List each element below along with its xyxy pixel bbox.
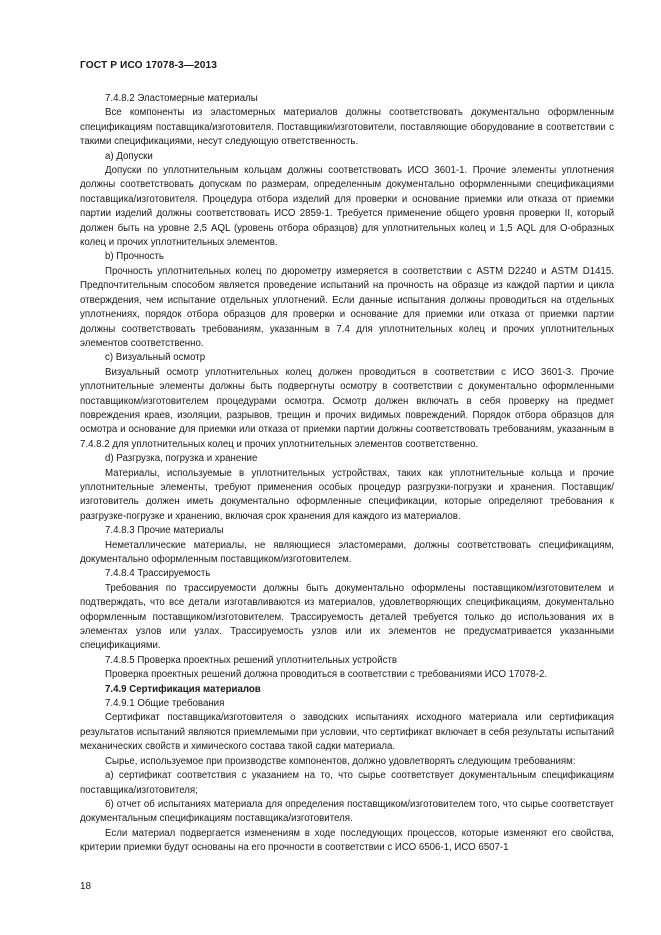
section-heading: 7.4.9.1 Общие требования	[105, 698, 225, 710]
body-paragraph: Прочность уплотнительных колец по дюрометру измеряется в соответствии с ASTM D2240 и ASTM D1415. Предпочтительным способом является проведение испытаний на прочность на образце из каждой партии и цикла отверждения, чем испытание отдельных уплотнений. Если данные испытания должны проводиться на отдельных уплотнениях, порядок отбора образцов для проверки и основание для приемки или отказа от приемки партии должны соответствовать требованиям, указанным в 7.4 для уплотнительных колец и прочих уплотнительных элементов соответственно.	[80, 265, 614, 349]
document-body	[80, 92, 614, 856]
body-paragraph: Сертификат поставщика/изготовителя о заводских испытаниях исходного материала или сертификация результатов испытаний являются приемлемыми при условии, что сертификат включает в себя результаты испытаний механических свойств и химического состава такой садки материала.	[80, 712, 614, 753]
body-paragraph: Сырье, используемое при производстве компонентов, должно удовлетворять следующим требованиям:	[105, 755, 576, 767]
document-header: ГОСТ Р ИСО 17078-3—2013	[80, 60, 218, 71]
body-paragraph: Если материал подвергается изменениям в ходе последующих процессов, которые изменяют его свойства, критерии приемки будут основаны на его прочности в соответствии с ИСО 6506-1, ИСО 6507-1	[80, 827, 614, 854]
body-paragraph: Допуски по уплотнительным кольцам должны соответствовать ИСО 3601-1. Прочие элементы уплотнения должны соответствовать допускам по размерам, определенным документально оформленными спецификациями поставщика/изготовителя. Процедура отбора изделий для проверки и основание приемки или отказа от приемки партии изделий должны соответствовать ИСО 2859-1. Требуется применение общего уровня проверки II, который должен быть на уровне 2,5 AQL (уровень отбора образцов) для уплотнительных колец и 1,5 AQL для О-образных колец и прочих уплотнительных элементов.	[80, 165, 614, 249]
body-paragraph: Материалы, используемые в уплотнительных устройствах, таких как уплотнительные кольца и прочие уплотнительные элементы, требуют применения особых процедур разгрузки-погрузки и хранения. Поставщик/изготовитель должен иметь документально оформленные спецификации, которые определяют требования к разгрузке-погрузке и хранению, включая срок хранения для каждого из материалов.	[80, 467, 614, 522]
body-paragraph: Все компоненты из эластомерных материалов должны соответствовать документально оформленным спецификациям поставщика/изготовителя. Поставщики/изготовители, поставляющие оборудование в соответствии с такими спецификациями, несут следующую ответственность.	[80, 107, 614, 148]
section-heading: c) Визуальный осмотр	[105, 352, 206, 364]
body-paragraph: б) отчет об испытаниях материала для определения поставщиком/изготовителем того, что сырье соответствует документальным спецификациям поставщика/изготовителя.	[80, 798, 614, 825]
section-heading: d) Разгрузка, погрузка и хранение	[105, 453, 258, 465]
section-heading: 7.4.9 Сертификация материалов	[105, 683, 261, 695]
section-heading: а) Допуски	[105, 150, 153, 162]
page-number: 18	[80, 881, 92, 892]
body-paragraph: Неметаллические материалы, не являющиеся эластомерами, должны соответствовать спецификациям, документально оформленным поставщиком/изготовителем.	[80, 539, 614, 565]
body-paragraph: а) сертификат соответствия с указанием на то, что сырье соответствует документальным спецификациям поставщика/изготовителя;	[80, 770, 614, 796]
section-heading: b) Прочность	[105, 251, 164, 263]
section-heading: 7.4.8.4 Трассируемость	[105, 568, 211, 580]
section-heading: 7.4.8.3 Прочие материалы	[105, 525, 224, 537]
body-paragraph: Проверка проектных решений должна проводиться в соответствии с требованиями ИСО 17078-2.	[105, 669, 548, 681]
body-paragraph: Визуальный осмотр уплотнительных колец должен проводиться в соответствии с ИСО 3601-3. Прочие уплотнительные элементы должны быть подвергнуты осмотру в соответствии с документально оформленными поставщиком/изготовителем процедурами осмотра. Осмотр должен включать в себя проверку на предмет повреждения краев, изоляции, разрывов, трещин и прочих видимых повреждений. Порядок отбора образцов для осмотра и основание для приемки или отказа от приемки партии должны соответствовать требованиям, указанным в 7.4.8.2 для уплотнительных колец и прочих уплотнительных элементов соответственно.	[80, 366, 614, 450]
section-heading: 7.4.8.5 Проверка проектных решений уплотнительных устройств	[105, 654, 398, 666]
section-heading: 7.4.8.2 Эластомерные материалы	[105, 93, 258, 104]
body-paragraph: Требования по трассируемости должны быть документально оформлены поставщиком/изготовителем и подтверждать, что все детали изготавливаются из материалов, удовлетворяющих спецификациям, документально оформленным поставщиком/изготовителем. Трассируемость деталей требуется только до использования их в элементах узлов или узлах. Трассируемость узлов или их элементов не предусматривается указанными спецификациями.	[80, 582, 614, 652]
